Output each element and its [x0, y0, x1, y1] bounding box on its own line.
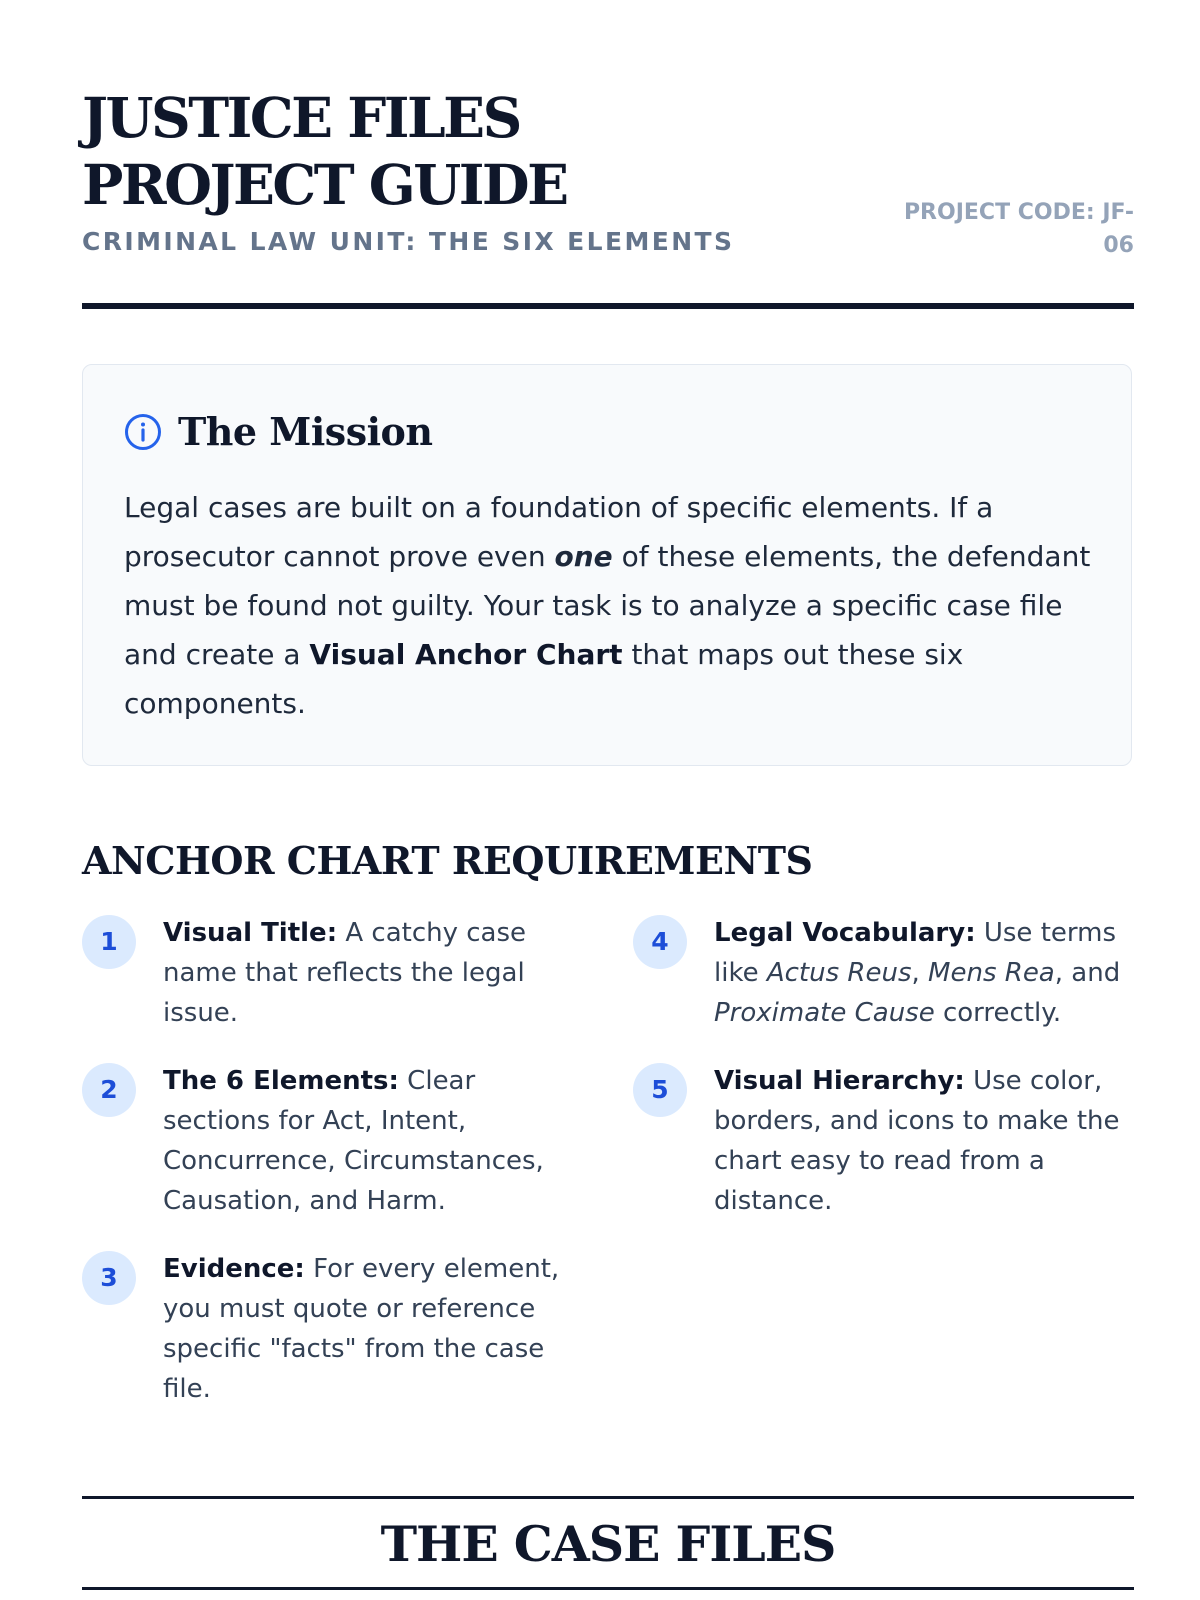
- vocab-separator: ,: [911, 958, 929, 988]
- requirement-number-badge: 4: [633, 915, 687, 969]
- vocab-term-actus-reus: Actus Reus: [766, 958, 912, 988]
- mission-heading: [124, 409, 433, 454]
- requirements-title: ANCHOR CHART REQUIREMENTS: [82, 838, 813, 883]
- requirement-text: [714, 913, 1124, 1033]
- requirement-text: [163, 1249, 573, 1409]
- case-files-bottom-rule: [82, 1587, 1134, 1590]
- mission-emphasis: one: [554, 540, 613, 573]
- mission-text-part-1: Legal cases are built on a foundation of specific elements. If a prosecutor cannot prove even: [124, 491, 994, 573]
- requirement-number-badge: 3: [82, 1251, 136, 1305]
- info-icon: [124, 413, 162, 451]
- project-guide-page: [82, 0, 1134, 1573]
- vocab-term-proximate-cause: Proximate Cause: [714, 998, 935, 1028]
- case-files-title: THE CASE FILES: [380, 1515, 836, 1573]
- requirement-description: A catchy case name that reflects the legal issue.: [163, 918, 527, 1028]
- requirement-description: For every element, you must quote or reference specific "facts" from the case file.: [163, 1254, 560, 1404]
- requirement-number-badge: 2: [82, 1063, 136, 1117]
- page-subtitle: CRIMINAL LAW UNIT: THE SIX ELEMENTS: [82, 227, 735, 256]
- requirement-number-badge: 1: [82, 915, 136, 969]
- requirement-label: The 6 Elements:: [163, 1066, 399, 1096]
- project-code: PROJECT CODE: JF-06: [903, 200, 1134, 258]
- mission-text: [124, 483, 1094, 728]
- mission-text-part-2: of these elements, the defendant must be found not guilty. Your task is to analyze a specific case file and create a: [124, 540, 1091, 671]
- mission-box: [82, 364, 1132, 766]
- mission-text-part-3: that maps out these six components.: [124, 638, 964, 720]
- requirement-number-badge: 5: [633, 1063, 687, 1117]
- requirement-text: [714, 1061, 1124, 1221]
- mission-strong: Visual Anchor Chart: [309, 638, 623, 671]
- requirement-description: Use color, borders, and icons to make the chart easy to read from a distance.: [714, 1066, 1120, 1216]
- page-title: JUSTICE FILES PROJECT GUIDE: [82, 85, 567, 217]
- requirement-description-end: correctly.: [934, 998, 1062, 1028]
- requirement-label: Legal Vocabulary:: [714, 918, 976, 948]
- page-header: [82, 0, 1134, 310]
- requirement-label: Visual Title:: [163, 918, 338, 948]
- requirement-label: Visual Hierarchy:: [714, 1066, 965, 1096]
- requirement-description: Use terms like: [714, 918, 1116, 988]
- requirement-text: [163, 1061, 573, 1221]
- case-files-top-rule: [82, 1496, 1134, 1499]
- vocab-term-mens-rea: Mens Rea: [928, 958, 1055, 988]
- requirement-text: [163, 913, 573, 1033]
- mission-title: The Mission: [178, 409, 433, 454]
- requirement-description: Clear sections for Act, Intent, Concurrence, Circumstances, Causation, and Harm.: [163, 1066, 544, 1216]
- requirement-label: Evidence:: [163, 1254, 305, 1284]
- vocab-separator: , and: [1054, 958, 1121, 988]
- header-divider: [82, 303, 1134, 309]
